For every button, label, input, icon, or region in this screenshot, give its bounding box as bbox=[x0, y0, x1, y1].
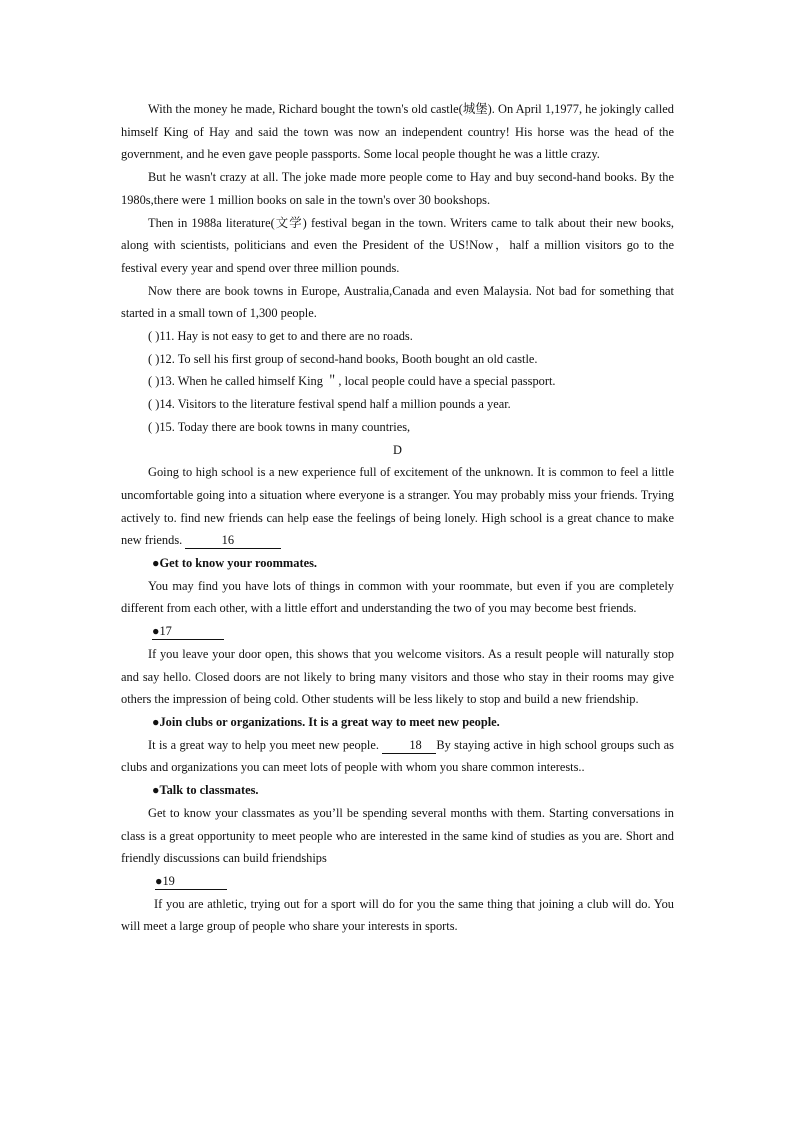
blank-17: ●17 bbox=[152, 623, 224, 640]
blank-16-number: 16 bbox=[221, 533, 235, 548]
intro-text: Going to high school is a new experience full of excitement of the unknown. It is common to feel a little uncomfortable going into a situation where everyone is a stranger. You may probably miss your friends. Trying actively to. find new friends can help ease the feelings of being lonely. High school is a great chance to make new friends. bbox=[121, 465, 674, 548]
question-12: ( )12. To sell his first group of second-hand books, Booth bought an old castle. bbox=[148, 351, 538, 366]
question-15: ( )15. Today there are book towns in many countries, bbox=[148, 419, 411, 434]
blank-18: 18 bbox=[382, 737, 436, 754]
paragraph-festival: Then in 1988a literature(文学) festival began in the town. Writers came to talk about their new books, along with scientists, politicians and even the President of the US!Now，half a million visitors go to the festival every year and spend over three million pounds. bbox=[121, 215, 674, 275]
paragraph-classmates: Get to know your classmates as you’ll be spending several months with them. Starting conversations in class is a great opportunity to meet people who are interested in the same kind of studies as you are. Short and friendly discussions can build friendships bbox=[121, 805, 674, 866]
heading-classmates: ●Talk to classmates. bbox=[152, 783, 259, 798]
question-14: ( )14. Visitors to the literature festival spend half a million pounds a year. bbox=[148, 397, 511, 412]
section-label-d: D bbox=[393, 442, 402, 457]
heading-blank-19 bbox=[121, 870, 674, 893]
question-11: ( )11. Hay is not easy to get to and there are no roads. bbox=[148, 329, 413, 344]
clubs-text-before: It is a great way to help you meet new people. bbox=[148, 737, 379, 752]
question-13: ( )13. When he called himself King ＂, local people could have a special passport. bbox=[148, 374, 556, 389]
blank-19: ●19 bbox=[155, 873, 227, 890]
heading-blank-17 bbox=[121, 620, 674, 643]
paragraph-book-towns: Now there are book towns in Europe, Australia,Canada and even Malaysia. Not bad for something that started in a small town of 1,300 people. bbox=[121, 283, 674, 321]
paragraph-intro bbox=[121, 461, 674, 552]
heading-roommates: ●Get to know your roommates. bbox=[152, 556, 317, 571]
heading-clubs: ●Join clubs or organizations. It is a great way to meet new people. bbox=[152, 714, 500, 729]
paragraph-not-crazy: But he wasn't crazy at all. The joke made more people come to Hay and buy second-hand books. By the 1980s,there were 1 million books on sale in the town's over 30 bookshops. bbox=[121, 170, 674, 207]
blank-16 bbox=[185, 532, 281, 549]
paragraph-clubs bbox=[121, 734, 674, 779]
paragraph-roommates: You may find you have lots of things in common with your roommate, but even if you are completely different from each other, with a little effort and understanding the two of you may become best friends. bbox=[121, 578, 674, 616]
document-page bbox=[121, 98, 674, 938]
clubs-text-after: By staying active in high school groups such as clubs and organizations you can meet lots of people with whom you share common interests.. bbox=[121, 737, 674, 775]
paragraph-open-door: If you leave your door open, this shows that you welcome visitors. As a result people will naturally stop and say hello. Closed doors are not likely to bring many visitors and those who stay in their rooms may give others the impression of being cold. Other students will be less likely to stop and build a new friendship. bbox=[121, 646, 674, 707]
paragraph-sports: If you are athletic, trying out for a sport will do for you the same thing that joining a club will do. You will meet a large group of people who share your interests in sports. bbox=[121, 896, 674, 934]
paragraph-castle: With the money he made, Richard bought the town's old castle(城堡). On April 1,1977, he jokingly called himself King of Hay and said the town was now an independent country! His horse was the head of the government, and he even gave people passports. Some local people thought he was a little crazy. bbox=[121, 102, 674, 162]
